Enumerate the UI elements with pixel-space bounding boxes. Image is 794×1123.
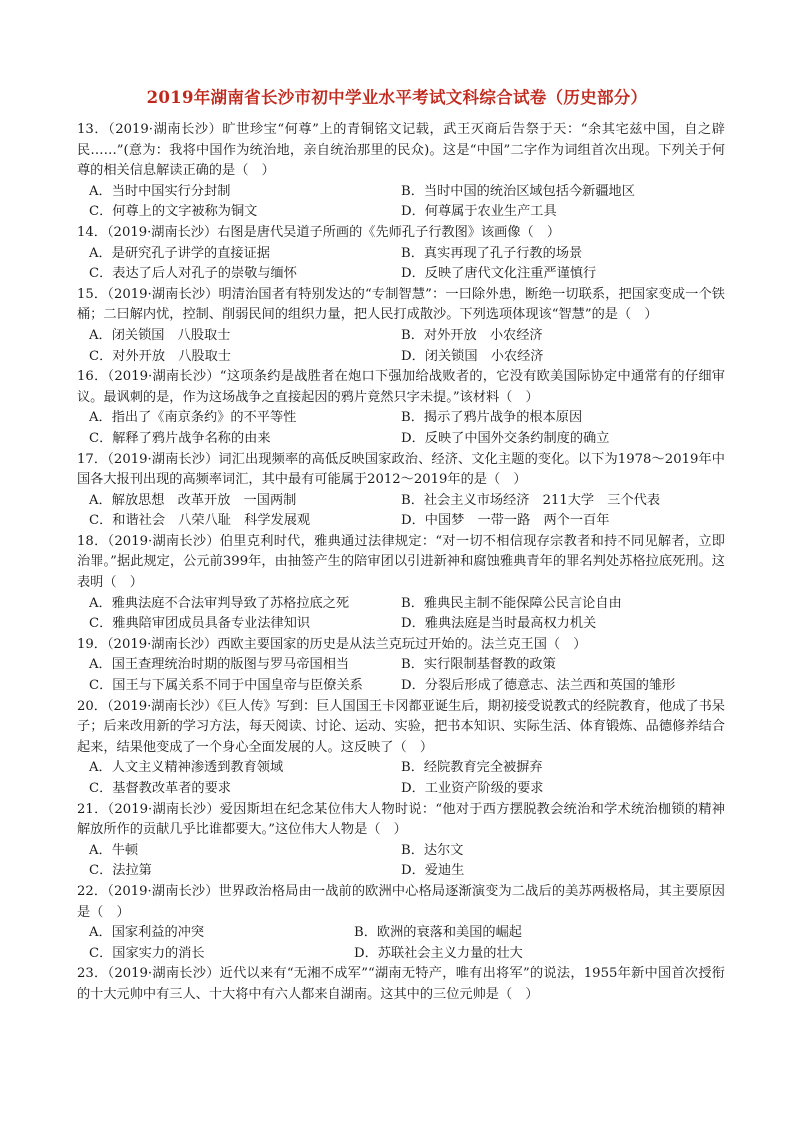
option-b: B．达尔文 (401, 842, 464, 858)
option-b: B．真实再现了孔子行教的场景 (401, 245, 583, 261)
option-c: C．表达了后人对孔子的崇敬与缅怀 (89, 266, 297, 282)
question-options (77, 182, 725, 223)
option-d: D．爱迪生 (401, 863, 465, 879)
question-text: 17．（2019·湖南长沙）词汇出现频率的高低反映国家政治、经济、文化主题的变化。以下为1978～2019年中国各大报刊出现的高频率词汇，其中最有可能属于2012～2019年的是（ ） (77, 451, 725, 488)
question-text: 20．（2019·湖南长沙）《巨人传》写到：巨人国国王卡冈都亚诞生后，期初接受说教式的经院教育，他成了书呆子；后来改用新的学习方法，每天阅读、讨论、运动、实验，把书本知识、实际生活、体育锻炼、品德修养结合起来，结果他变成了一个身心全面发展的人。这反映了（ ） (77, 698, 725, 755)
question-options (77, 491, 725, 532)
option-d: D．中国梦 一带一路 两个一百年 (401, 513, 610, 529)
question-text: 21．（2019·湖南长沙）爱因斯坦在纪念某位伟大人物时说：“他对于西方摆脱教会统治和学术统治枷锁的精神解放所作的贡献几乎比谁都要大。”这位伟大人物是（ ） (77, 801, 725, 838)
question-14 (77, 223, 725, 285)
option-a: A．国王查理统治时期的版图与罗马帝国相当 (89, 657, 350, 673)
option-d: D．反映了唐代文化注重严谨慎行 (401, 266, 597, 282)
option-c: C．对外开放 八股取士 (89, 348, 231, 364)
option-c: C．国家实力的消长 (89, 945, 205, 961)
option-a: A．当时中国实行分封制 (89, 183, 231, 199)
option-b: B．对外开放 小农经济 (401, 327, 543, 343)
option-b: B．揭示了鸦片战争的根本原因 (401, 410, 583, 426)
option-a: A．指出了《南京条约》的不平等性 (89, 410, 297, 426)
question-text: 14．（2019·湖南长沙）右图是唐代吴道子所画的《先师孔子行教图》该画像（ ） (77, 224, 561, 240)
question-options (77, 594, 725, 635)
question-options (77, 923, 725, 964)
option-a: A．解放思想 改革开放 一国两制 (89, 492, 297, 508)
option-c: C．雅典陪审团成员具备专业法律知识 (89, 616, 311, 632)
question-19 (77, 635, 725, 697)
option-a: A．闭关锁国 八股取士 (89, 327, 231, 343)
question-options (77, 244, 725, 285)
option-a: A．国家利益的冲突 (89, 925, 205, 941)
option-d: D．雅典法庭是当时最高权力机关 (401, 616, 597, 632)
option-c: C．法拉第 (89, 863, 152, 879)
option-a: A．雅典法庭不合法审判导致了苏格拉底之死 (89, 595, 350, 611)
option-b: B．社会主义市场经济 211大学 三个代表 (401, 492, 661, 508)
option-d: D．苏联社会主义力量的壮大 (354, 945, 523, 961)
question-options (77, 655, 725, 696)
question-list (77, 120, 725, 1006)
option-b: B．欧洲的衰落和美国的崛起 (354, 925, 522, 941)
question-options (77, 841, 725, 882)
option-b: B．雅典民主制不能保障公民言论自由 (401, 595, 622, 611)
option-c: C．解释了鸦片战争名称的由来 (89, 430, 271, 446)
question-22 (77, 882, 725, 964)
question-text: 23．（2019·湖南长沙）近代以来有“无湘不成军”“湖南无特产，唯有出将军”的说法，1955年新中国首次授衔的十大元帅中有三人、十大将中有六人都来自湖南。这其中的三位元帅是（ ） (77, 966, 725, 1002)
option-d: D．何尊属于农业生产工具 (401, 204, 557, 220)
option-d: D．分裂后形成了德意志、法兰西和英国的雏形 (401, 678, 676, 694)
option-d: D．工业资产阶级的要求 (401, 781, 544, 796)
question-text: 16．（2019·湖南长沙）“这项条约是战胜者在炮口下强加给战败者的，它没有欧美国际协定中通常有的仔细审议。最讽刺的是，作为这场战争之直接起因的鸦片竟然只字未提。”该材料（ ） (77, 369, 725, 405)
question-17 (77, 450, 725, 532)
option-c: C．何尊上的文字被称为铜文 (89, 204, 258, 220)
question-text: 15．（2019·湖南长沙）明清治国者有特别发达的“专制智慧”：一曰除外患，断绝一切联系，把国家变成一个铁桶；二曰解内忧，控制、削弱民间的组织力量，把人民打成散沙。下列选项体现该“智慧”的是（ ） (77, 286, 725, 323)
option-a: A．牛顿 (89, 842, 139, 858)
question-15 (77, 285, 725, 367)
question-text: 18．（2019·湖南长沙）伯里克利时代，雅典通过法律规定：“对一切不相信现存宗教者和持不同见解者，立即治罪。”据此规定，公元前399年，由抽签产生的陪审团以引进新神和腐蚀雅典青年的罪名判处苏格拉底死刑。这表明（ ） (77, 533, 725, 591)
question-text: 22．（2019·湖南长沙）世界政治格局由一战前的欧洲中心格局逐渐演变为二战后的美苏两极格局，其主要原因是（ ） (77, 883, 725, 920)
option-d: D．闭关锁国 小农经济 (401, 348, 544, 364)
question-text: 13．（2019·湖南长沙）旷世珍宝“何尊”上的青铜铭文记载，武王灭商后告祭于天：“余其宅兹中国，自之辟民……”(意为：我将中国作为统治地，亲自统治那里的民众)。这是“中国”二字作为词组首次出现。下列关于何尊的相关信息解读正确的是（ ） (77, 122, 725, 179)
question-21 (77, 800, 725, 882)
option-b: B．实行限制基督教的政策 (401, 657, 556, 673)
question-18 (77, 532, 725, 635)
option-b: B．当时中国的统治区域包括今新疆地区 (401, 183, 635, 199)
option-a: A．是研究孔子讲学的直接证据 (89, 245, 270, 261)
question-20 (77, 697, 725, 800)
question-text: 19．（2019·湖南长沙）西欧主要国家的历史是从法兰克玩过开始的。法兰克王国（ ） (77, 636, 587, 652)
question-options (77, 408, 725, 449)
option-c: C．基督教改革者的要求 (89, 781, 231, 796)
question-16 (77, 367, 725, 449)
question-options (77, 326, 725, 367)
option-d: D．反映了中国外交条约制度的确立 (401, 430, 610, 446)
question-23 (77, 964, 725, 1005)
option-c: C．国王与下属关系不同于中国皇帝与臣僚关系 (89, 678, 363, 694)
question-13 (77, 120, 725, 223)
question-options (77, 758, 725, 799)
option-b: B．经院教育完全被摒弃 (401, 760, 543, 776)
exam-title: 2019年湖南省长沙市初中学业水平考试文科综合试卷（历史部分） (146, 88, 648, 107)
option-c: C．和谐社会 八荣八耻 科学发展观 (89, 513, 311, 529)
option-a: A．人文主义精神渗透到教育领域 (89, 760, 284, 776)
